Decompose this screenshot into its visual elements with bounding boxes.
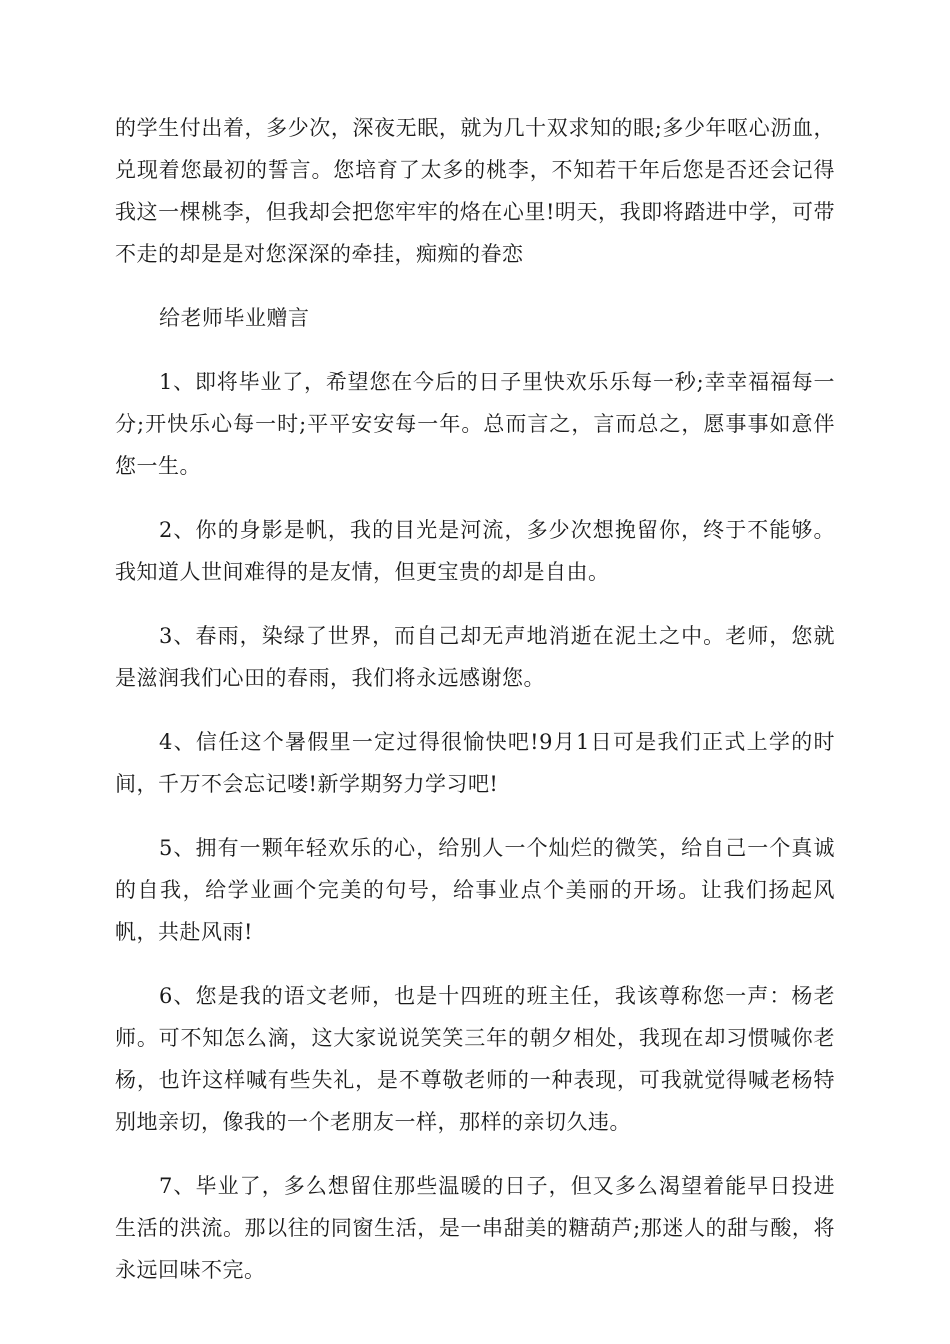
list-item: 1、即将毕业了，希望您在今后的日子里快欢乐乐每一秒;幸幸福福每一分;开快乐心每一时;平平安安每一年。总而言之，言而总之，愿事事如意伴您一生。 xyxy=(115,370,835,478)
list-item: 7、毕业了，多么想留住那些温暖的日子，但又多么渴望着能早日投进生活的洪流。那以往的同窗生活，是一串甜美的糖葫芦;那迷人的甜与酸，将永远回味不完。 xyxy=(115,1174,835,1282)
section-heading: 给老师毕业赠言 xyxy=(159,306,310,330)
continuation-paragraph: 的学生付出着，多少次，深夜无眠，就为几十双求知的眼;多少年呕心沥血，兑现着您最初的誓言。您培育了太多的桃李，不知若干年后您是否还会记得我这一棵桃李，但我却会把您牢牢的烙在心里!明天，我即将踏进中学，可带不走的却是是对您深深的牵挂，痴痴的眷恋 xyxy=(115,116,835,266)
list-item: 3、春雨，染绿了世界，而自己却无声地消逝在泥土之中。老师，您就是滋润我们心田的春雨，我们将永远感谢您。 xyxy=(115,624,835,690)
list-item: 4、信任这个暑假里一定过得很愉快吧!9月1日可是我们正式上学的时间，千万不会忘记喽!新学期努力学习吧! xyxy=(115,730,835,796)
list-item: 6、您是我的语文老师，也是十四班的班主任，我该尊称您一声：杨老师。可不知怎么滴，这大家说说笑笑三年的朝夕相处，我现在却习惯喊你老杨，也许这样喊有些失礼，是不尊敬老师的一种表现，可我就觉得喊老杨特别地亲切，像我的一个老朋友一样，那样的亲切久违。 xyxy=(115,984,835,1134)
list-item: 5、拥有一颗年轻欢乐的心，给别人一个灿烂的微笑，给自己一个真诚的自我，给学业画个完美的句号，给事业点个美丽的开场。让我们扬起风帆，共赴风雨! xyxy=(115,836,835,944)
list-item: 2、你的身影是帆，我的目光是河流，多少次想挽留你，终于不能够。我知道人世间难得的是友情，但更宝贵的却是自由。 xyxy=(115,518,835,584)
document-body xyxy=(115,107,835,1313)
